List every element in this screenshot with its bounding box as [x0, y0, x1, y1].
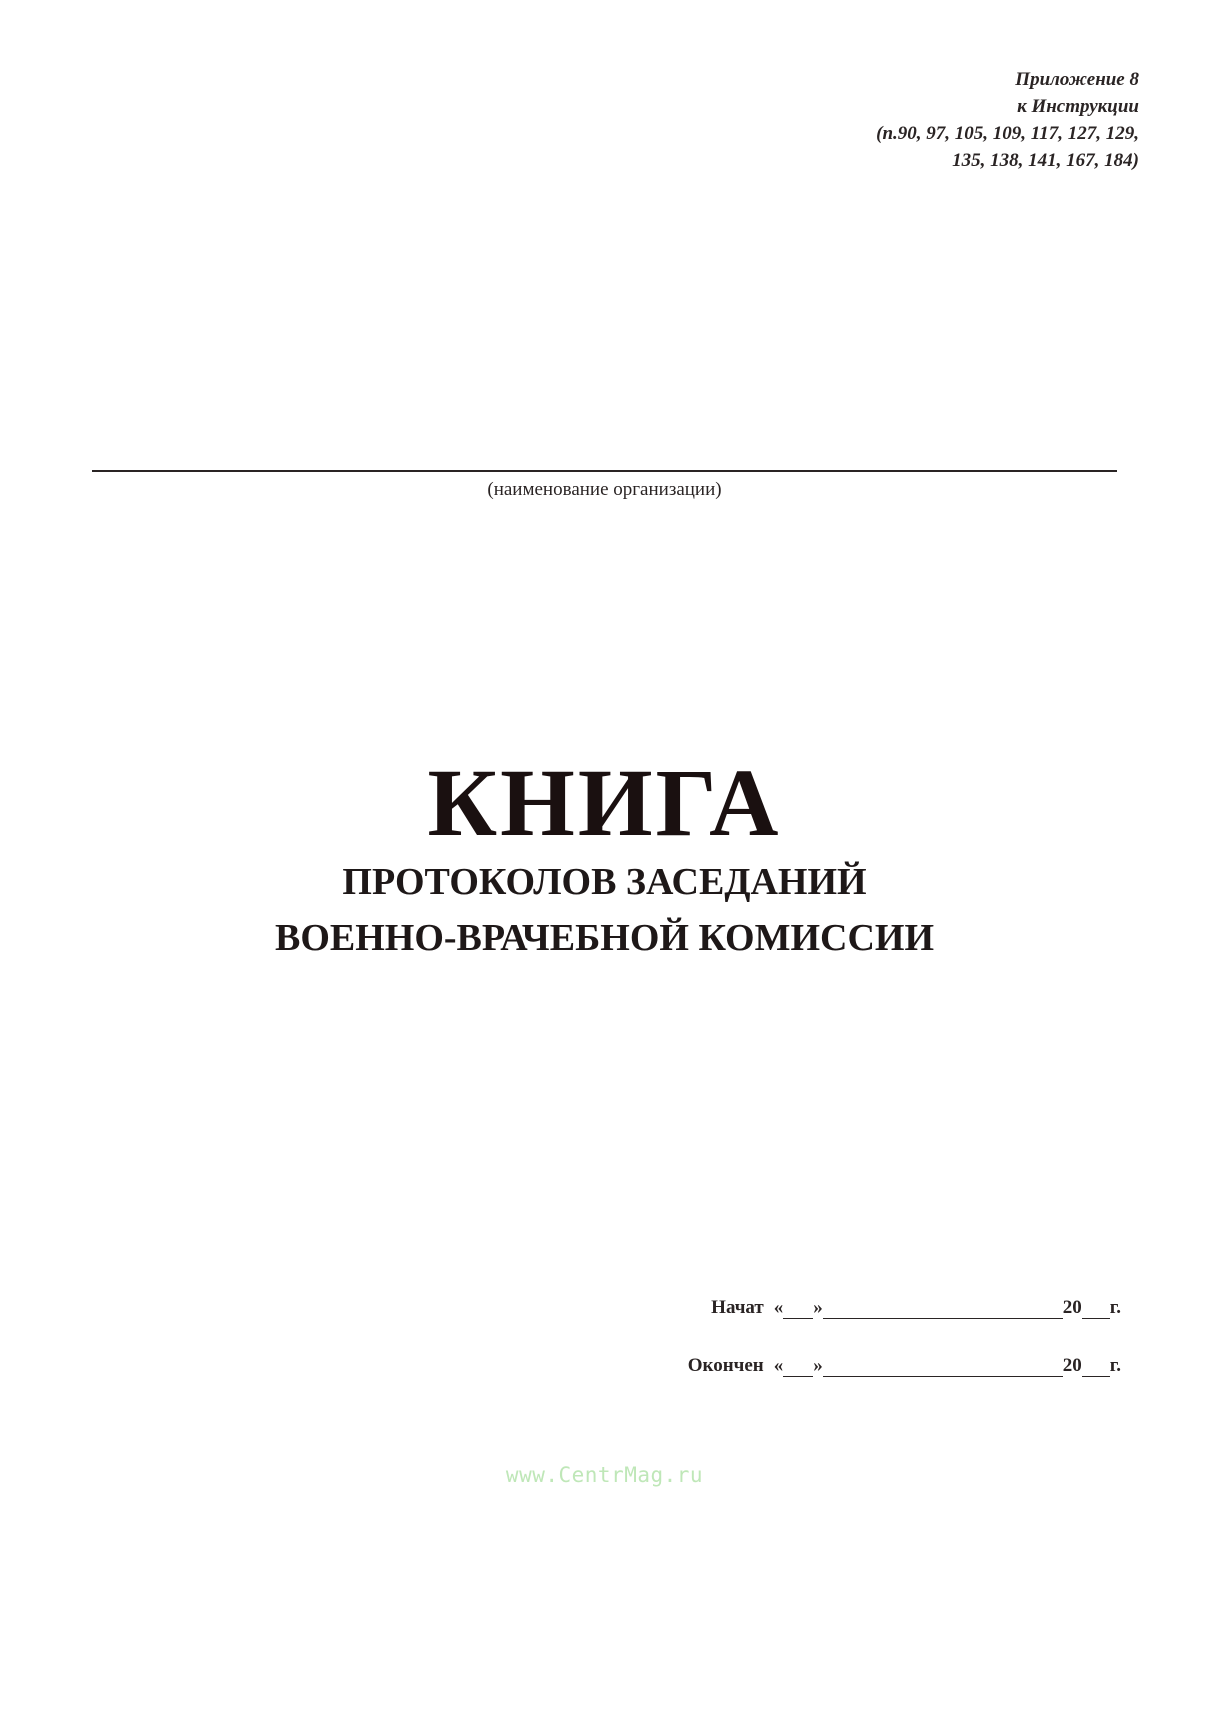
started-date-row — [688, 1293, 1121, 1319]
started-label: Начат — [711, 1297, 764, 1318]
year-prefix: 20 — [1062, 1355, 1082, 1376]
organization-name-line — [92, 470, 1117, 472]
year-suffix: г. — [1109, 1297, 1121, 1318]
year-suffix: г. — [1109, 1355, 1121, 1376]
close-quote: » — [813, 1355, 823, 1376]
title-main: КНИГА — [427, 749, 782, 856]
appendix-line-3: (п.90, 97, 105, 109, 117, 127, 129, — [876, 123, 1139, 144]
open-quote: « — [773, 1355, 784, 1376]
title-subtitle-line-1: ПРОТОКОЛОВ ЗАСЕДАНИЙ — [342, 861, 867, 903]
ended-date-row — [688, 1351, 1121, 1377]
appendix-header — [876, 66, 1139, 174]
watermark-url: www.CentrMag.ru — [505, 1463, 704, 1487]
ended-day-blank — [783, 1358, 813, 1377]
ended-year-blank — [1082, 1358, 1110, 1377]
year-prefix: 20 — [1062, 1297, 1082, 1318]
started-year-blank — [1082, 1300, 1110, 1319]
title-block — [0, 749, 1209, 963]
dates-block — [688, 1293, 1121, 1409]
appendix-line-4: 135, 138, 141, 167, 184) — [952, 150, 1139, 171]
title-subtitle-line-2: ВОЕННО-ВРАЧЕБНОЙ КОМИССИИ — [274, 917, 935, 959]
appendix-line-1: Приложение 8 — [1015, 69, 1139, 90]
organization-caption: (наименование организации) — [487, 479, 722, 500]
ended-label: Окончен — [687, 1355, 764, 1376]
started-day-blank — [783, 1300, 813, 1319]
appendix-line-2: к Инструкции — [1017, 96, 1139, 117]
close-quote: » — [813, 1297, 823, 1318]
ended-month-blank — [823, 1358, 1063, 1377]
open-quote: « — [773, 1297, 784, 1318]
started-month-blank — [823, 1300, 1063, 1319]
